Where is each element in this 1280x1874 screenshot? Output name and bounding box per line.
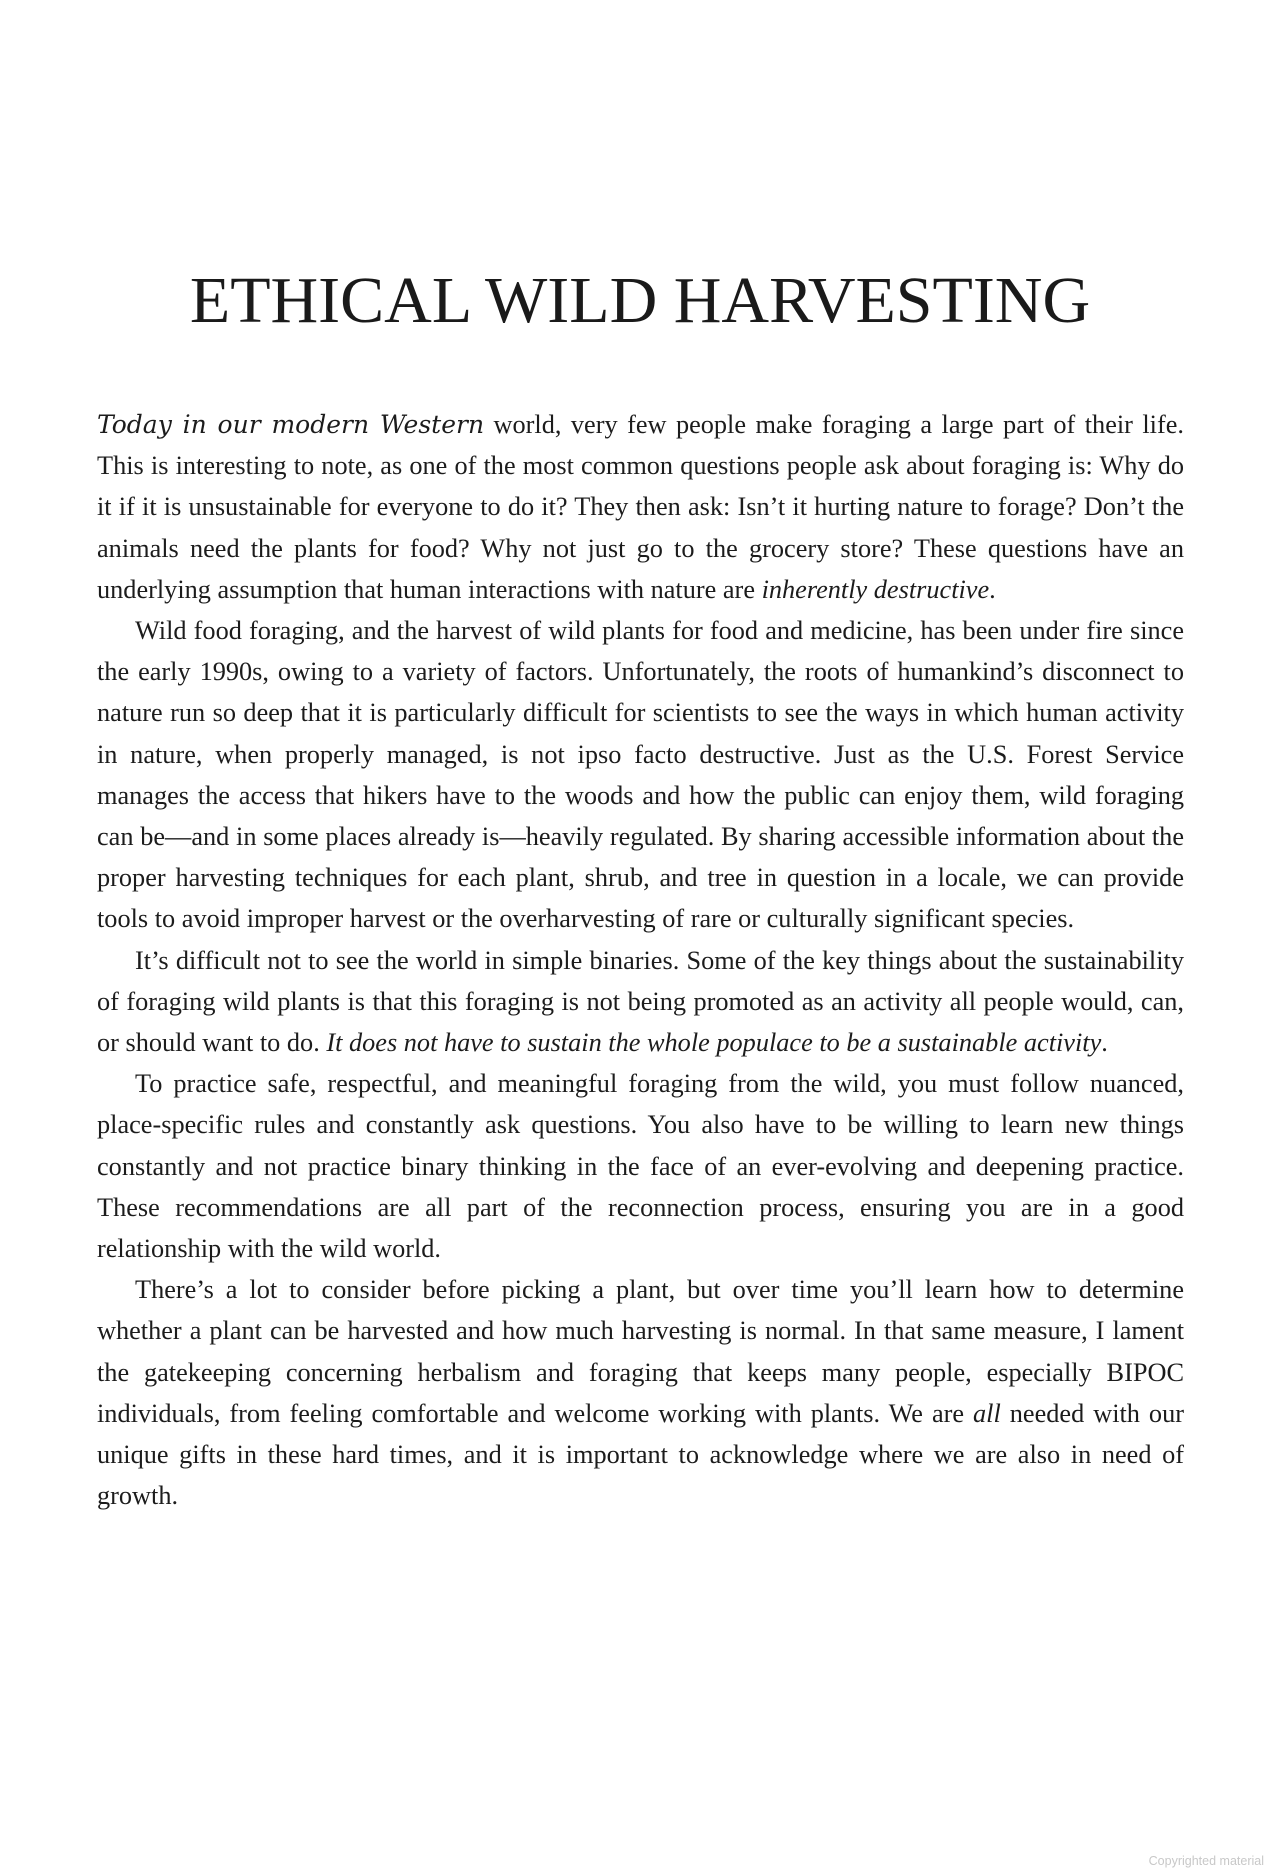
paragraph-5-text-a: There’s a lot to consider before picking a plant, but over time you’ll learn how to determine whether a plant can be harvested and how much harvesting is normal. In that same measure, I lament the gatekeeping concerning herbalism and foraging that keeps many people, especially BIPOC individuals, from feeling comfortable and welcome working with plants. We are — [97, 1275, 1184, 1428]
paragraph-5 — [97, 1269, 1184, 1516]
paragraph-5-text-b: needed with our unique gifts in these hard times, and it is important to acknowledge where we are also in need of growth. — [97, 1398, 1184, 1511]
paragraph-1 — [97, 404, 1184, 610]
paragraph-1-emphasis: inherently destructive — [761, 574, 990, 604]
copyright-watermark: Copyrighted material — [1148, 1854, 1264, 1868]
paragraph-5-emphasis: all — [973, 1398, 1001, 1428]
paragraph-1-text-b: . — [989, 574, 996, 604]
paragraph-3-emphasis: It does not have to sustain the whole populace to be a sustainable activity — [326, 1028, 1102, 1058]
lead-in-text: Today in our modern Western — [97, 410, 485, 439]
chapter-title: ETHICAL WILD HARVESTING — [189, 264, 1091, 337]
paragraph-2: Wild food foraging, and the harvest of wild plants for food and medicine, has been under fire since the early 1990s, owing to a variety of factors. Unfortunately, the roots of humankind’s disconnect to nature run so deep that it is particularly difficult for scientists to see the ways in which human activity in nature, when properly managed, is not ipso facto destructive. Just as the U.S. Forest Service manages the access that hikers have to the woods and how the public can enjoy them, wild foraging can be—and in some places already is—heavily regulated. By sharing accessible information about the proper harvesting techniques for each plant, shrub, and tree in question in a locale, we can provide tools to avoid improper harvest or the overharvesting of rare or culturally significant species. — [97, 616, 1184, 934]
paragraph-1-text-a: world, very few people make foraging a large part of their life. This is interesting to note, as one of the most common questions people ask about foraging is: Why do it if it is unsustainable for everyone to do it? They then ask: Isn’t it hurting nature to forage? Don’t the animals need the plants for food? Why not just go to the grocery store? These questions have an underlying assumption that human interactions with nature are — [97, 410, 1184, 604]
paragraph-3-text-b: . — [1101, 1028, 1108, 1058]
body-text — [97, 404, 1184, 1516]
paragraph-3-text-a: It’s difficult not to see the world in simple binaries. Some of the key things about the sustainability of foraging wild plants is that this foraging is not being promoted as an activity all people would, can, or should want to do. — [97, 945, 1184, 1058]
paragraph-3 — [97, 940, 1184, 1064]
paragraph-4: To practice safe, respectful, and meaningful foraging from the wild, you must follow nuanced, place-specific rules and constantly ask questions. You also have to be willing to learn new things constantly and not practice binary thinking in the face of an ever-evolving and deepening practice. These recommendations are all part of the reconnection process, ensuring you are in a good relationship with the wild world. — [97, 1069, 1184, 1264]
